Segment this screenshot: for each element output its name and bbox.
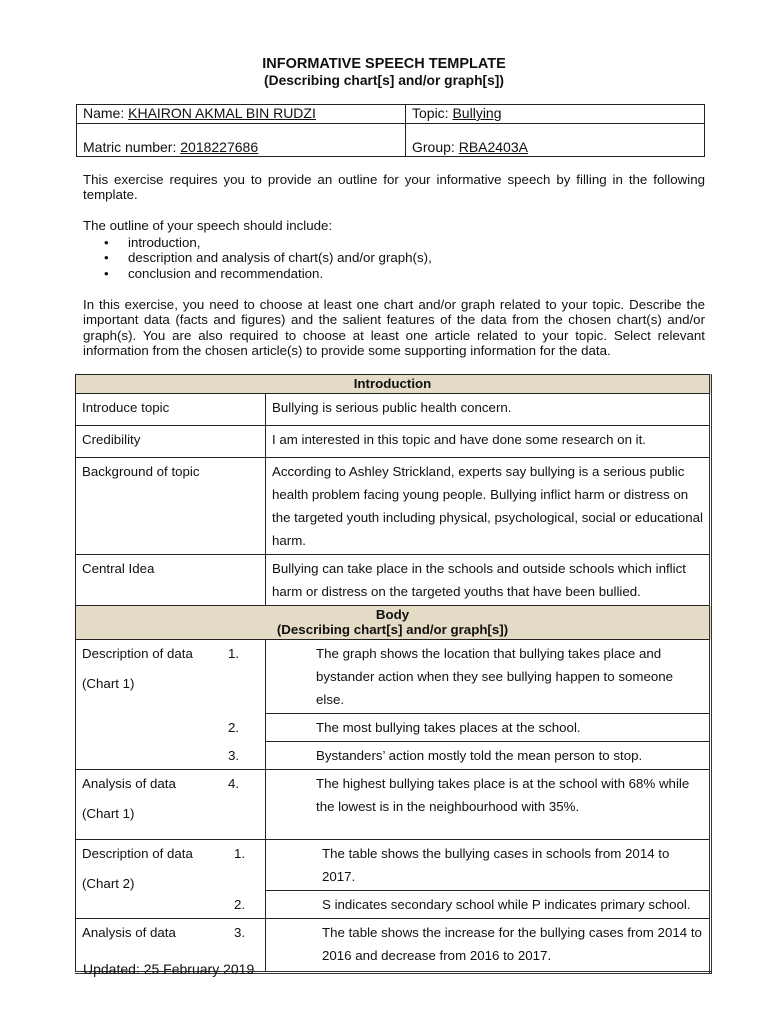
analysis-chart2-label: Analysis of data [76,919,266,973]
table-row [76,426,711,458]
updated-date: Updated: 25 February 2019 [83,961,255,977]
instruction-paragraph-2: The outline of your speech should include: [83,218,333,233]
group-label: Group: [412,139,455,155]
matric-label: Matric number: [83,139,177,155]
table-row [76,394,711,426]
group-value: RBA2403A [458,139,528,155]
row-value: According to Ashley Strickland, experts say bullying is a serious public health problem facing young people. Bullying inflict harm or distress on the targeted youth including physical, psychological, social or educational harm. [266,458,711,555]
list-item: 4. The highest bullying takes place is at the school with 68% while the lowest is in the neighbourhood with 35%. [266,770,711,840]
row-label: Central Idea [76,555,266,606]
matric-cell [77,124,406,157]
bullet-icon: • [104,250,109,266]
instruction-paragraph-3: In this exercise, you need to choose at least one chart and/or graph related to your topic. Describe the important data (facts and figures) and the salient features of the data from the chosen chart(s) and/or graph(s). You are also required to choose at least one article related to your topic. Select relevant information from the chosen article(s) to provide some supporting information for the data. [83,297,705,359]
page-title: INFORMATIVE SPEECH TEMPLATE [262,56,506,72]
row-value: I am interested in this topic and have done some research on it. [266,426,711,458]
introduction-heading: Introduction [76,375,711,394]
description-chart2-label: Description of data (Chart 2) [76,840,266,919]
instruction-paragraph-1: This exercise requires you to provide an outline for your informative speech by filling in the following template. [83,172,705,203]
list-item: 2. S indicates secondary school while P indicates primary school. [266,891,711,919]
table-row [76,770,711,840]
list-item: 1. The graph shows the location that bullying takes place and bystander action when they see bullying happen to someone else. [266,640,711,714]
topic-label: Topic: [412,105,449,121]
row-label: Introduce topic [76,394,266,426]
name-value: KHAIRON AKMAL BIN RUDZI [128,105,316,121]
row-label: Credibility [76,426,266,458]
group-cell [406,124,705,157]
table-row [76,555,711,606]
table-row [76,640,711,714]
description-chart1-label: Description of data (Chart 1) [76,640,266,770]
bullet-icon: • [104,235,109,250]
table-row [76,840,711,891]
list-item: • conclusion and recommendation. [104,265,324,281]
analysis-chart1-label: Analysis of data (Chart 1) [76,770,266,840]
page-subtitle: (Describing chart[s] and/or graph[s]) [264,73,504,88]
chart2-label: (Chart 2) [82,876,135,891]
row-label: Background of topic [76,458,266,555]
bullet-icon: • [104,265,109,281]
list-item: • introduction, [104,235,201,250]
speech-outline-table [75,374,712,974]
student-info-table [76,104,705,157]
row-value: Bullying can take place in the schools and outside schools which inflict harm or distress on the targeted youths that have been bullied. [266,555,711,606]
topic-cell [406,105,705,124]
list-item: 3. The table shows the increase for the bullying cases from 2014 to 2016 and decrease from 2016 to 2017. [266,919,711,973]
outline-bullet-list [104,235,432,281]
list-item: 2. The most bullying takes places at the school. [266,714,711,742]
table-row [76,458,711,555]
name-cell [77,105,406,124]
chart1-label: (Chart 1) [82,676,135,691]
list-item: 1. The table shows the bullying cases in schools from 2014 to 2017. [266,840,711,891]
topic-value: Bullying [452,105,502,121]
body-heading: Body (Describing chart[s] and/or graph[s]) [76,606,711,640]
matric-value: 2018227686 [180,139,259,155]
body-subheading: (Describing chart[s] and/or graph[s]) [276,622,509,637]
list-item: 3. Bystanders’ action mostly told the mean person to stop. [266,742,711,770]
name-label: Name: [83,105,125,121]
list-item: • description and analysis of chart(s) and/or graph(s), [104,250,432,266]
row-value: Bullying is serious public health concern. [266,394,711,426]
